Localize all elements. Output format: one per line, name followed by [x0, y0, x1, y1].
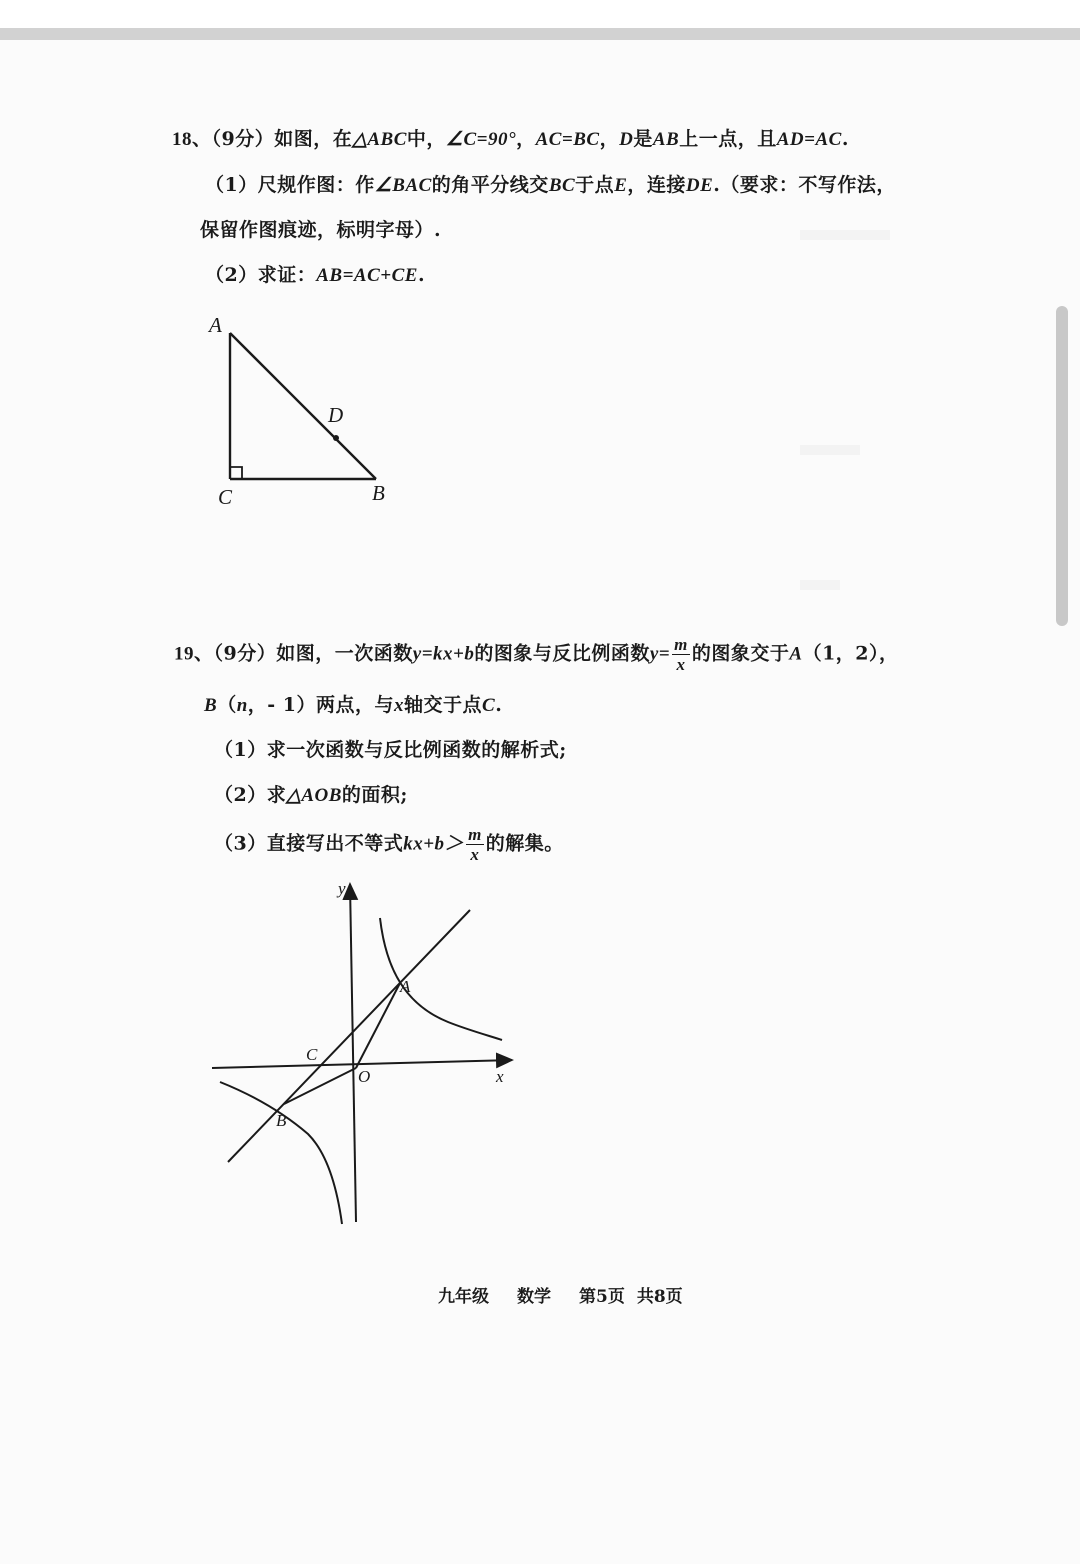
fraction-numerator: m [468, 825, 482, 844]
q19-text: ，- 1）两点，与 [247, 694, 395, 716]
hyperbola-branch-q1 [380, 918, 502, 1040]
label-o: O [358, 1067, 371, 1086]
q19-var-n: n [236, 695, 248, 716]
q19-part2 [214, 780, 408, 807]
q18-text: 于点 [575, 174, 615, 196]
q18-text: ， [599, 128, 620, 150]
q19-text: （2）求 [214, 784, 287, 806]
q18-text: 上一点，且 [679, 128, 777, 150]
exam-page [0, 40, 1080, 1564]
q19-score: （9分） [213, 642, 277, 665]
q18-number: 18、 [172, 129, 212, 150]
q19-inequality: kx+b＞ [403, 833, 465, 855]
q18-text: 如图，在 [274, 128, 353, 150]
q18-angle: ∠BAC [374, 175, 432, 196]
segment-oa [356, 983, 400, 1068]
q19-linear-function: y=kx+b [412, 643, 475, 665]
q18-text: .（要求：不写作法， [713, 174, 896, 196]
point-d-dot [333, 435, 339, 441]
q18-part2 [205, 260, 425, 287]
q19-text: 的图象与反比例函数 [474, 642, 650, 665]
q19-fraction [672, 636, 690, 673]
q18-condition: AD=AC [776, 129, 842, 150]
label-c: C [218, 485, 233, 509]
label-b: B [276, 1111, 287, 1130]
side-ab [230, 333, 376, 479]
q18-segment: DE [685, 175, 714, 196]
q19-part1: （1）求一次函数与反比例函数的解析式; [214, 739, 567, 761]
right-angle-mark [230, 467, 242, 479]
q19-fraction [466, 826, 484, 863]
q18-text: 中， [406, 128, 446, 150]
q18-equation: AB=AC+CE [316, 265, 418, 286]
q18-part1-cont: 保留作图痕迹，标明字母）. [200, 219, 442, 241]
q18-part1 [205, 170, 896, 197]
hyperbola-branch-q3 [220, 1082, 342, 1224]
q19-number: 19、 [174, 643, 214, 665]
label-a: A [400, 977, 411, 996]
q19-point-a: A [789, 643, 803, 665]
viewer-top-bar [0, 28, 1080, 40]
page-footer [438, 1282, 711, 1307]
footer-total: 共8页 [636, 1287, 683, 1307]
q19-text: （ [217, 694, 237, 716]
fraction-numerator: m [674, 635, 688, 654]
bleed-through-mark [800, 230, 890, 240]
fraction-denominator: x [470, 845, 480, 864]
y-axis [350, 884, 356, 1222]
q19-text: 如图，一次函数 [276, 642, 413, 665]
q18-condition: AC=BC [535, 129, 600, 150]
q18-text: ，连接 [627, 174, 686, 196]
q18-text: ， [516, 128, 536, 150]
segment-ob [284, 1068, 356, 1104]
q18-segment: AB [652, 129, 680, 150]
q19-text: （3）直接写出不等式 [214, 832, 404, 855]
q19-part3 [214, 826, 564, 863]
q19-inverse-lhs: y= [649, 643, 671, 665]
q19-text: 轴交于点 [404, 694, 483, 716]
label-y: y [338, 879, 346, 898]
footer-grade: 九年级 [438, 1287, 489, 1307]
bleed-through-mark [800, 580, 840, 590]
q19-coord-a: （1，2）， [802, 642, 899, 665]
q18-angle-c: ∠C=90° [445, 129, 517, 150]
fraction-denominator: x [676, 655, 686, 674]
q18-point-d: D [619, 129, 634, 150]
q18-text: 是 [633, 128, 653, 150]
q18-text: （1）尺规作图：作 [205, 174, 375, 196]
scrollbar-thumb[interactable] [1056, 306, 1068, 626]
q18-score: （9分） [211, 128, 275, 150]
q18-triangle-figure [200, 312, 400, 512]
q18-text: . [841, 128, 849, 150]
q19-triangle: △AOB [286, 785, 342, 806]
label-a: A [209, 313, 222, 337]
q19-text: 的图象交于 [691, 642, 790, 665]
q19-point-b: B [204, 695, 218, 716]
q18-segment: BC [548, 175, 576, 196]
label-b: B [372, 481, 385, 505]
q18-triangle: △ABC [352, 129, 407, 150]
label-c: C [306, 1045, 318, 1064]
bleed-through-mark [800, 445, 860, 455]
q18-text: . [417, 264, 426, 286]
q19-stem-cont [204, 690, 502, 717]
label-d: D [328, 403, 344, 427]
label-x: x [496, 1067, 504, 1086]
q18-point-e: E [614, 175, 628, 196]
linear-graph [228, 910, 470, 1162]
q19-point-c: C [482, 695, 496, 716]
q19-coordinate-figure [200, 870, 520, 1230]
q18-text: 的角平分线交 [431, 174, 549, 196]
q19-axis-x: x [394, 695, 405, 716]
q19-text: 的面积; [341, 784, 408, 806]
q19-text: . [495, 694, 503, 716]
q19-text: 的解集。 [485, 832, 564, 855]
q18-text: （2）求证： [205, 264, 317, 286]
footer-page: 第5页 [579, 1287, 625, 1307]
q19-stem [174, 636, 899, 673]
q18-stem [172, 124, 849, 151]
footer-subject: 数学 [517, 1287, 551, 1307]
